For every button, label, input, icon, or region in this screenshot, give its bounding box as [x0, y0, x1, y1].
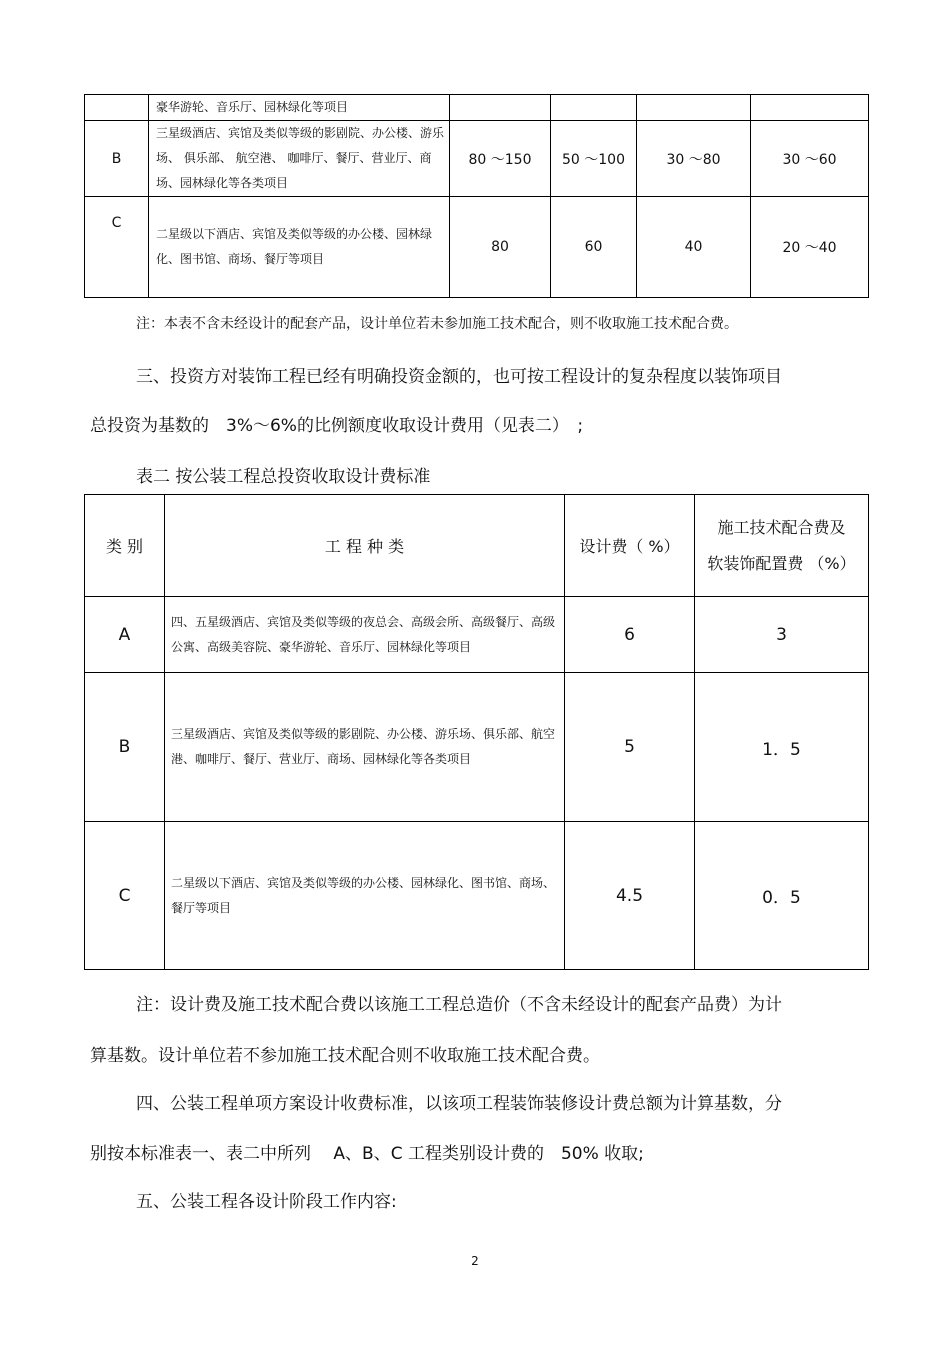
fee-table-2 [84, 494, 869, 970]
header-coop-fee-line-1: 施工技术配合费及 [717, 517, 846, 537]
grade-cell: A [85, 597, 165, 673]
project-type-cell: 二星级以下酒店、宾馆及类似等级的办公楼、园林绿化、图书馆、商场、餐厅等项目 [165, 822, 565, 970]
table-1-note: 注：本表不含未经设计的配套产品，设计单位若未参加施工技术配合，则不收取施工技术配合费。 [136, 316, 738, 332]
grade-cell: B [85, 121, 149, 197]
fee-cell [450, 95, 551, 121]
table-2-caption: 表二 按公装工程总投资收取设计费标准 [136, 467, 431, 487]
fee-cell: 20 ～40 [751, 197, 869, 298]
fee-cell: 40 [637, 197, 751, 298]
coop-fee-cell: 0．5 [695, 822, 869, 970]
grade-cell: B [85, 673, 165, 822]
project-type-cell: 三星级酒店、宾馆及类似等级的影剧院、办公楼、游乐场、俱乐部、航空港、咖啡厅、餐厅、营业厅、商场、园林绿化等各类项目 [165, 673, 565, 822]
table-header-row [85, 495, 869, 597]
fee-cell: 80 [450, 197, 551, 298]
note-2-line-1: 注：设计费及施工技术配合费以该施工工程总造价（不含未经设计的配套产品费）为计 [136, 995, 782, 1015]
fee-cell: 50 ～100 [551, 121, 637, 197]
grade-cell [85, 95, 149, 121]
header-coop-fee-line-2: 软装饰配置费 （%） [707, 553, 856, 573]
fee-cell [751, 95, 869, 121]
table-row [85, 822, 869, 970]
paragraph-4-line-2: 别按本标准表一、表二中所列 A、B、C 工程类别设计费的 50% 收取; [90, 1144, 644, 1164]
project-type-cell: 四、五星级酒店、宾馆及类似等级的夜总会、高级会所、高级餐厅、高级公寓、高级美容院、豪华游轮、音乐厅、园林绿化等项目 [165, 597, 565, 673]
fee-table-1 [84, 94, 869, 298]
header-coop-fee [695, 495, 869, 597]
fee-cell: 30 ～80 [637, 121, 751, 197]
design-fee-cell: 5 [565, 673, 695, 822]
page-number: 2 [471, 1254, 479, 1268]
project-type-cell: 二星级以下酒店、宾馆及类似等级的办公楼、园林绿化、图书馆、商场、餐厅等项目 [149, 197, 450, 298]
paragraph-4-line-1: 四、公装工程单项方案设计收费标准，以该项工程装饰装修设计费总额为计算基数，分 [136, 1094, 782, 1114]
paragraph-3-line-1: 三、投资方对装饰工程已经有明确投资金额的，也可按工程设计的复杂程度以装饰项目 [136, 367, 782, 387]
table-row [85, 95, 869, 121]
design-fee-cell: 6 [565, 597, 695, 673]
coop-fee-cell: 3 [695, 597, 869, 673]
paragraph-3-line-2: 总投资为基数的 3%～6%的比例额度收取设计费用（见表二） ; [90, 416, 584, 436]
project-type-cell: 豪华游轮、音乐厅、园林绿化等项目 [149, 95, 450, 121]
header-grade: 类 别 [85, 495, 165, 597]
table-row [85, 673, 869, 822]
coop-fee-cell: 1．5 [695, 673, 869, 822]
table-row [85, 197, 869, 298]
grade-cell: C [85, 197, 149, 298]
header-project-type: 工 程 种 类 [165, 495, 565, 597]
fee-cell: 60 [551, 197, 637, 298]
fee-cell: 30 ～60 [751, 121, 869, 197]
fee-cell [637, 95, 751, 121]
fee-cell [551, 95, 637, 121]
table-row [85, 597, 869, 673]
project-type-cell: 三星级酒店、宾馆及类似等级的影剧院、办公楼、游乐场、 俱乐部、 航空港、 咖啡厅、餐厅、营业厅、商场、园林绿化等各类项目 [149, 121, 450, 197]
note-2-line-2: 算基数。设计单位若不参加施工技术配合则不收取施工技术配合费。 [90, 1046, 600, 1066]
table-row [85, 121, 869, 197]
paragraph-5: 五、公装工程各设计阶段工作内容: [136, 1192, 397, 1212]
design-fee-cell: 4.5 [565, 822, 695, 970]
grade-cell: C [85, 822, 165, 970]
header-design-fee: 设计费（ %） [565, 495, 695, 597]
fee-cell: 80 ～150 [450, 121, 551, 197]
